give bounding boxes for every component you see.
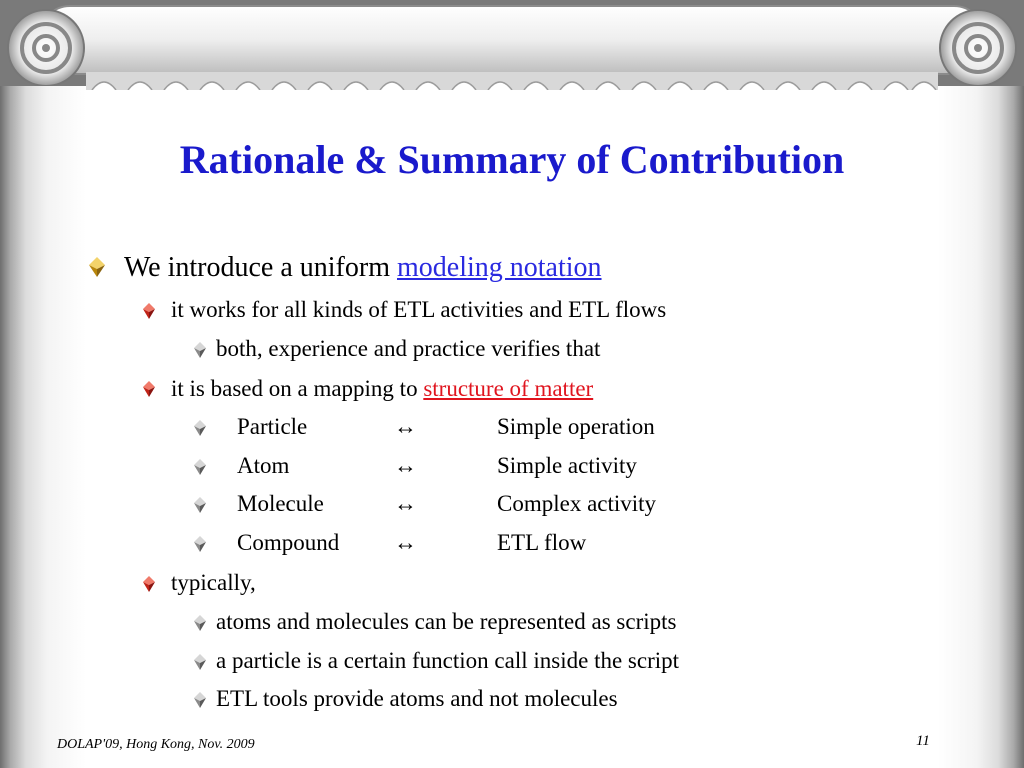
mapping-left-particle: Particle	[237, 414, 308, 439]
bullet-text: We introduce a uniform	[124, 252, 397, 283]
list-item: a particle is a certain function call inside the script	[216, 648, 680, 673]
mapping-arrow: ↔	[394, 414, 417, 439]
mapping-right-simple-activity: Simple activity	[497, 453, 637, 478]
slide-title: Rationale & Summary of Contribution	[179, 137, 845, 182]
sub-bullet-typically: typically,	[171, 570, 256, 595]
list-item: atoms and molecules can be represented as scripts	[216, 609, 677, 634]
mapping-arrow: ↔	[394, 491, 417, 516]
left-pillar	[0, 86, 86, 768]
mapping-arrow: ↔	[394, 453, 417, 478]
diamond-bullet-gray-icon	[193, 496, 207, 514]
footer-conference: DOLAP'09, Hong Kong, Nov. 2009	[57, 737, 255, 752]
modeling-notation-link[interactable]: modeling notation	[397, 252, 602, 283]
diamond-bullet-gray-icon	[193, 458, 207, 476]
mapping-left-atom: Atom	[237, 453, 290, 478]
diamond-bullet-gray-icon	[193, 419, 207, 437]
diamond-bullet-red-icon	[142, 380, 156, 398]
page-number: 11	[916, 733, 930, 749]
diamond-bullet-red-icon	[142, 575, 156, 593]
mapping-right-simple-operation: Simple operation	[497, 414, 655, 439]
list-item: ETL tools provide atoms and not molecules	[216, 686, 618, 711]
diamond-bullet-gray-icon	[193, 653, 207, 671]
sub-sub-bullet-experience: both, experience and practice verifies that	[216, 336, 601, 361]
column-capital-frame	[0, 0, 1024, 90]
right-pillar	[938, 86, 1024, 768]
mapping-arrow: ↔	[394, 530, 417, 555]
ionic-capital-decoration	[0, 0, 1024, 90]
mapping-left-compound: Compound	[237, 530, 340, 555]
sub-bullet-mapping	[171, 375, 593, 403]
diamond-bullet-gray-icon	[193, 341, 207, 359]
structure-of-matter-link[interactable]: structure of matter	[423, 376, 594, 401]
mapping-text: it is based on a mapping to	[171, 376, 424, 401]
diamond-bullet-gray-icon	[193, 535, 207, 553]
mapping-right-complex-activity: Complex activity	[497, 491, 657, 516]
diamond-bullet-gray-icon	[193, 614, 207, 632]
bullet-uniform-notation	[124, 251, 602, 285]
diamond-bullet-gold-icon	[88, 256, 106, 278]
diamond-bullet-gray-icon	[193, 691, 207, 709]
mapping-right-etl-flow: ETL flow	[497, 530, 587, 555]
diamond-bullet-red-icon	[142, 302, 156, 320]
sub-bullet-works-for-all: it works for all kinds of ETL activities and ETL flows	[171, 297, 667, 322]
mapping-left-molecule: Molecule	[237, 491, 324, 516]
